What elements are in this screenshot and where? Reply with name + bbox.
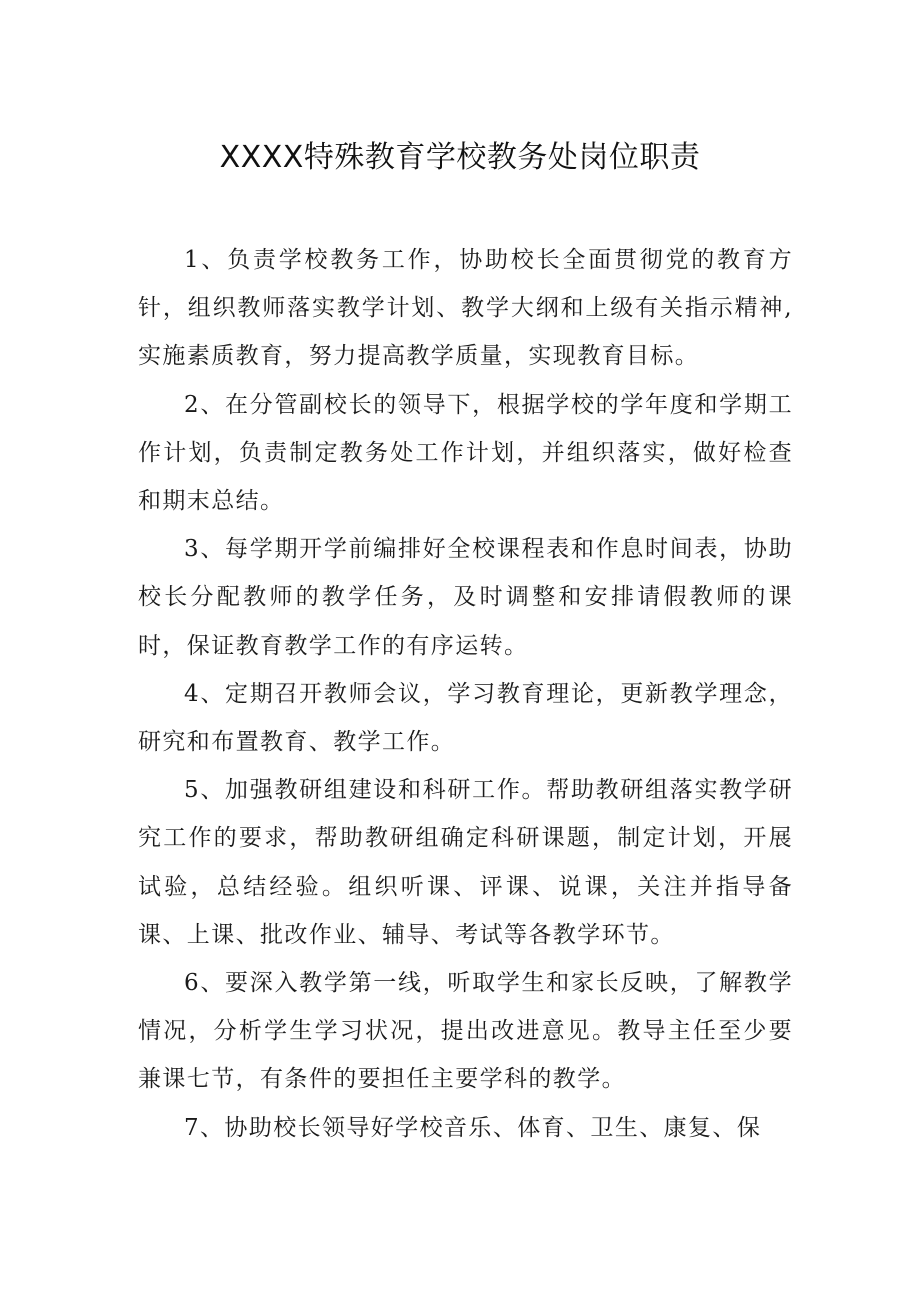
paragraph-4: 4、定期召开教师会议，学习教育理论，更新教学理念，研究和布置教育、教学工作。 [138, 680, 793, 756]
paragraph-3: 3、每学期开学前编排好全校课程表和作息时间表，协助校长分配教师的教学任务，及时调整和安排请假教师的课时，保证教育教学工作的有序运转。 [138, 536, 793, 659]
document-title: XXXX特殊教育学校教务处岗位职责 [219, 140, 701, 175]
paragraph-2: 2、在分管副校长的领导下，根据学校的学年度和学期工作计划，负责制定教务处工作计划，并组织落实，做好检查和期末总结。 [138, 391, 793, 515]
paragraph-7: 7、协助校长领导好学校音乐、体育、卫生、康复、保 [184, 1114, 762, 1141]
paragraph-6: 6、要深入教学第一线，听取学生和家长反映，了解教学情况，分析学生学习状况，提出改进意见。教导主任至少要兼课七节，有条件的要担任主要学科的教学。 [138, 970, 793, 1093]
document-body [138, 236, 793, 1152]
paragraph-1: 1、负责学校教务工作，协助校长全面贯彻党的教育方针，组织教师落实教学计划、教学大纲和上级有关指示精神,实施素质教育，努力提高教学质量，实现教育目标。 [138, 247, 793, 370]
paragraph-5: 5、加强教研组建设和科研工作。帮助教研组落实教学研究工作的要求，帮助教研组确定科研课题，制定计划，开展试验，总结经验。组织听课、评课、说课，关注并指导备课、上课、批改作业、辅导、考试等各教学环节。 [138, 777, 793, 948]
